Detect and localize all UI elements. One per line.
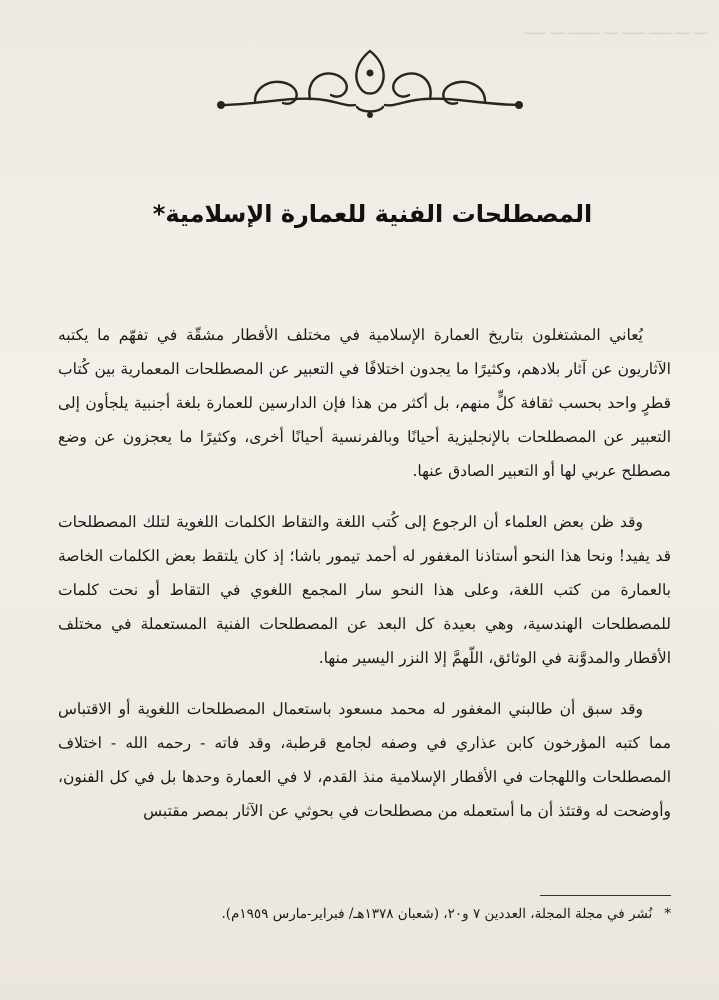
- footnote-text: نُشر في مجلة المجلة، العددين ٧ و٢٠، (شعبان ١٣٧٨هـ/ فبراير-مارس ١٩٥٩م).: [221, 906, 653, 922]
- footnote-marker: *: [664, 906, 671, 922]
- bleed-through-text: ـــ ـــ ـــــ ـــــ ـــ ـــــــ ـــ ـــــ: [524, 20, 707, 38]
- footnote-divider: [540, 895, 671, 896]
- footnote: [150, 903, 671, 925]
- page-title: المصطلحات الفنية للعمارة الإسلامية*: [152, 200, 593, 228]
- body-text: [58, 318, 671, 845]
- paragraph: وقد سبق أن طالبني المغفور له محمد مسعود باستعمال المصطلحات اللغوية أو الاقتباس مما كتبه المؤرخون كابن عذاري في وصفه لجامع قرطبة، وقد فاته - رحمه الله - اختلاف المصطلحات واللهجات في الأقطار الإسلامية منذ القدم، لا في العمارة وحدها بل في كل الفنون، وأوضحت له وقتئذ أن ما أستعمله من مصطلحات في بحوثي عن الآثار بمصر مقتبس: [58, 700, 671, 820]
- paragraph: يُعاني المشتغلون بتاريخ العمارة الإسلامية في مختلف الأقطار مشقّة في تفهّم ما يكتبه الآثاريون عن آثار بلادهم، وكثيرًا ما يجدون اختلافًا في التعبير عن المصطلحات المعمارية بين كُتاب قطرٍ واحد بحسب ثقافة كلٍّ منهم، بل أكثر من هذا فإن الدارسين للعمارة بلغة أجنبية يلجأون إلى التعبير عن المصطلحات بالإنجليزية أحيانًا وبالفرنسية أحيانًا أخرى، وكثيرًا ما يعجزون عن وضع مصطلح عربي لها أو التعبير الصادق عنها.: [58, 326, 671, 480]
- paragraph: وقد ظن بعض العلماء أن الرجوع إلى كُتب اللغة والتقاط الكلمات اللغوية لتلك المصطلحات قد يفيد! ونحا هذا النحو أستاذنا المغفور له أحمد تيمور باشا؛ إذ كان يلتقط بعض الكلمات الخاصة بالعمارة من كتب اللغة، وعلى هذا النحو سار المجمع اللغوي في التقاط أو نحت كلمات للمصطلحات الهندسية، وهي بعيدة كل البعد عن المصطلحات الفنية المستعملة في مختلف الأقطار والمدوَّنة في الوثائق، اللّهمَّ إلا النزر اليسير منها.: [58, 513, 671, 667]
- arabesque-headpiece-icon: [215, 45, 525, 125]
